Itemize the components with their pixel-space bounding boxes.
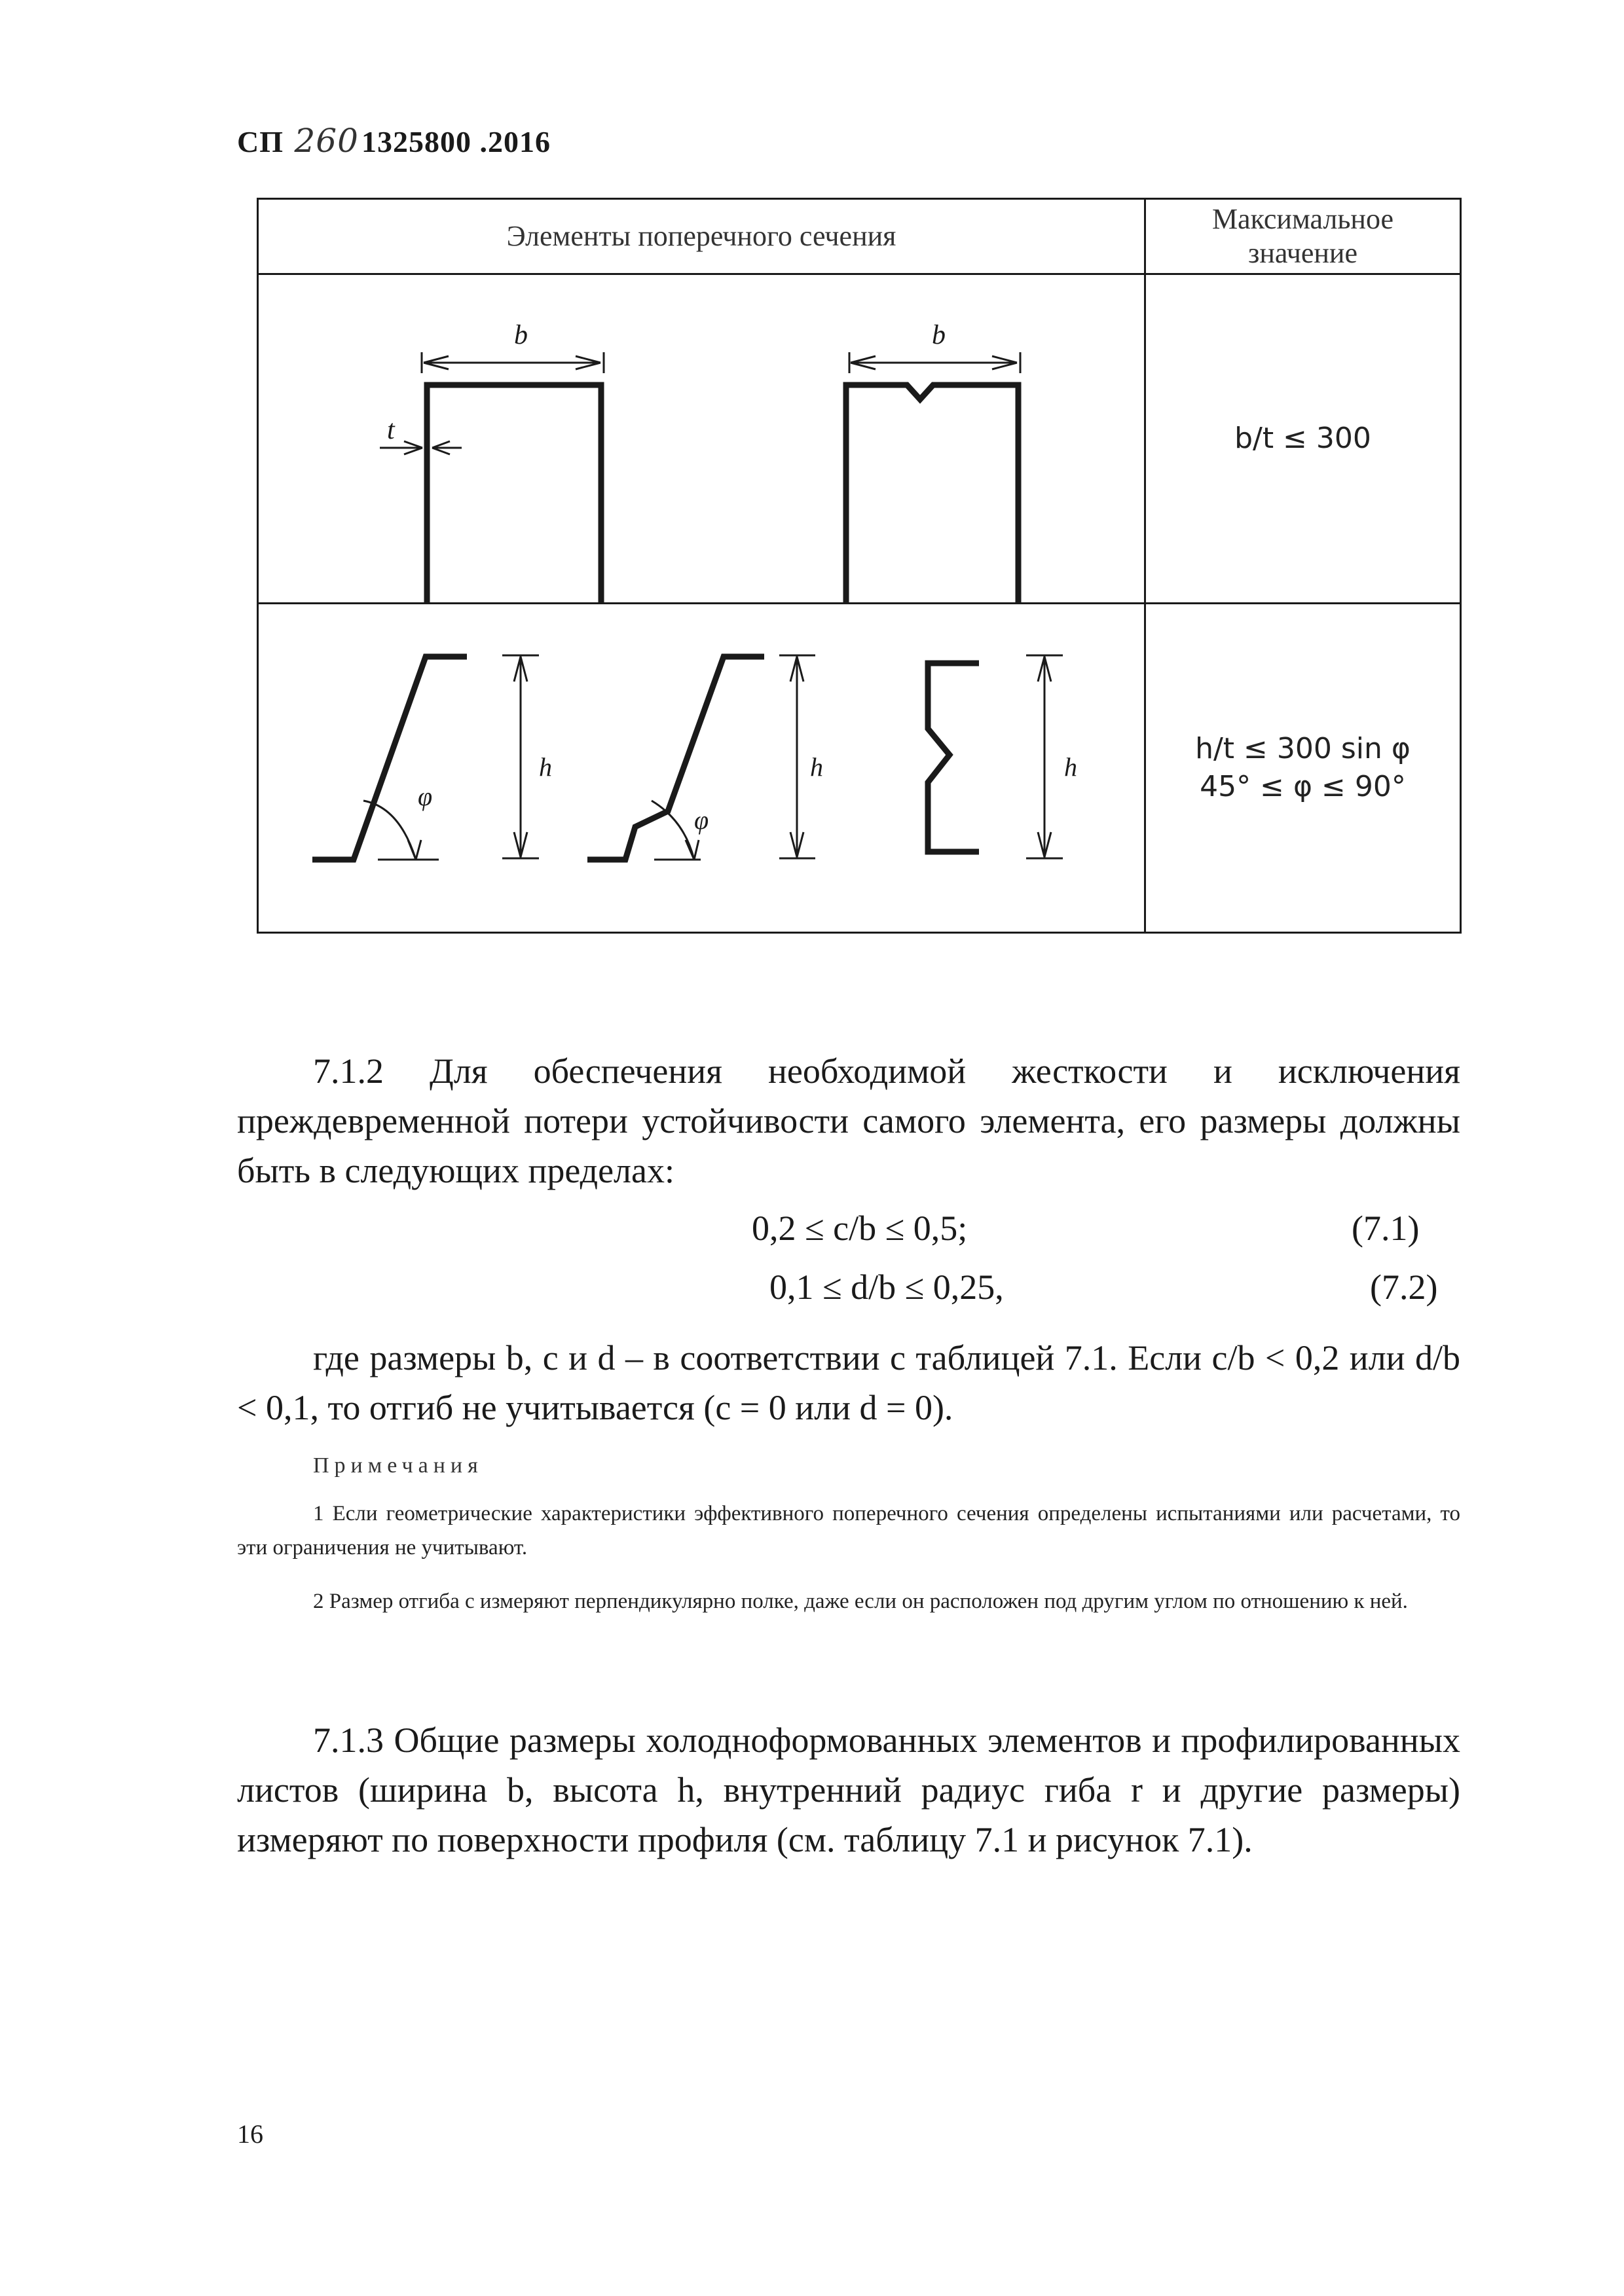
col-header-max-value xyxy=(1145,199,1461,274)
label-b-left: b xyxy=(514,320,528,350)
notes-title: Примечания xyxy=(313,1453,483,1478)
stiffened-channel-profile xyxy=(846,385,1018,602)
table-header-row xyxy=(258,199,1461,274)
label-h-2: h xyxy=(810,752,823,782)
header-handwritten-number: 260 xyxy=(294,122,359,160)
col-header-elements: Элементы поперечного сечения xyxy=(258,199,1145,274)
inclined-web-profile-2 xyxy=(587,657,764,860)
channel-sections-figure xyxy=(259,275,1144,602)
stiffened-web-profile xyxy=(928,663,979,852)
paragraph-dimensions-note: где размеры b, c и d – в соответствии с таблицей 7.1. Если c/b < 0,2 или d/b < 0,1, то отгиб не учитывается (c = 0 или d = 0). xyxy=(237,1338,1460,1427)
equation-7-1-number: (7.1) xyxy=(1352,1209,1420,1248)
angle-arc-2 xyxy=(652,801,694,860)
note-1: 1 Если геометрические характеристики эффективного поперечного сечения определены испытаниями или расчетами, то эти ограничения не учитывают. xyxy=(237,1502,1460,1559)
note-2: 2 Размер отгиба c измеряют перпендикулярно полке, даже если он расположен под другим углом по отношению к ней. xyxy=(313,1590,1408,1613)
label-h-3: h xyxy=(1064,752,1077,782)
table-row xyxy=(258,604,1461,933)
page-number: 16 xyxy=(237,2119,263,2149)
max-value-cell-2 xyxy=(1145,604,1461,933)
equation-7-2: 0,1 ≤ d/b ≤ 0,25, xyxy=(769,1267,1004,1307)
equation-7-1: 0,2 ≤ c/b ≤ 0,5; xyxy=(752,1209,968,1248)
paragraph-7-1-2: 7.1.2 Для обеспечения необходимой жесткости и исключения преждевременной потери устойчивости самого элемента, его размеры должны быть в следующих пределах: xyxy=(237,1051,1460,1190)
max-value-phi-range: 45° ≤ φ ≤ 90° xyxy=(1200,770,1406,803)
header-suffix: 1325800 .2016 xyxy=(361,125,551,158)
plain-channel-profile xyxy=(427,385,601,602)
max-value-h-t: h/t ≤ 300 sin φ xyxy=(1195,732,1411,765)
figure-cell-channel-sections xyxy=(258,274,1145,604)
header-prefix: СП xyxy=(237,125,284,158)
section-limits-table xyxy=(257,198,1462,934)
label-t: t xyxy=(387,415,395,445)
figure-cell-inclined-webs xyxy=(258,604,1145,933)
document-header xyxy=(237,122,551,160)
paragraph-7-1-3: 7.1.3 Общие размеры холодноформованных элементов и профилированных листов (ширина b, высота h, внутренний радиус гиба r и другие размеры) измеряют по поверхности профиля (см. таблицу 7.1 и рисунок 7.1). xyxy=(237,1721,1460,1859)
label-phi-2: φ xyxy=(694,805,709,835)
table-row xyxy=(258,274,1461,604)
label-h-1: h xyxy=(539,752,552,782)
label-b-right: b xyxy=(932,320,946,350)
equation-7-2-number: (7.2) xyxy=(1370,1267,1438,1307)
max-value-b-t: b/t ≤ 300 xyxy=(1234,422,1371,455)
col-header-max-value-text: Максимальное значение xyxy=(1211,203,1394,269)
inclined-web-profile-1 xyxy=(312,657,467,860)
max-value-cell-1 xyxy=(1145,274,1461,604)
label-phi-1: φ xyxy=(418,782,433,811)
inclined-web-figure xyxy=(259,604,1144,932)
